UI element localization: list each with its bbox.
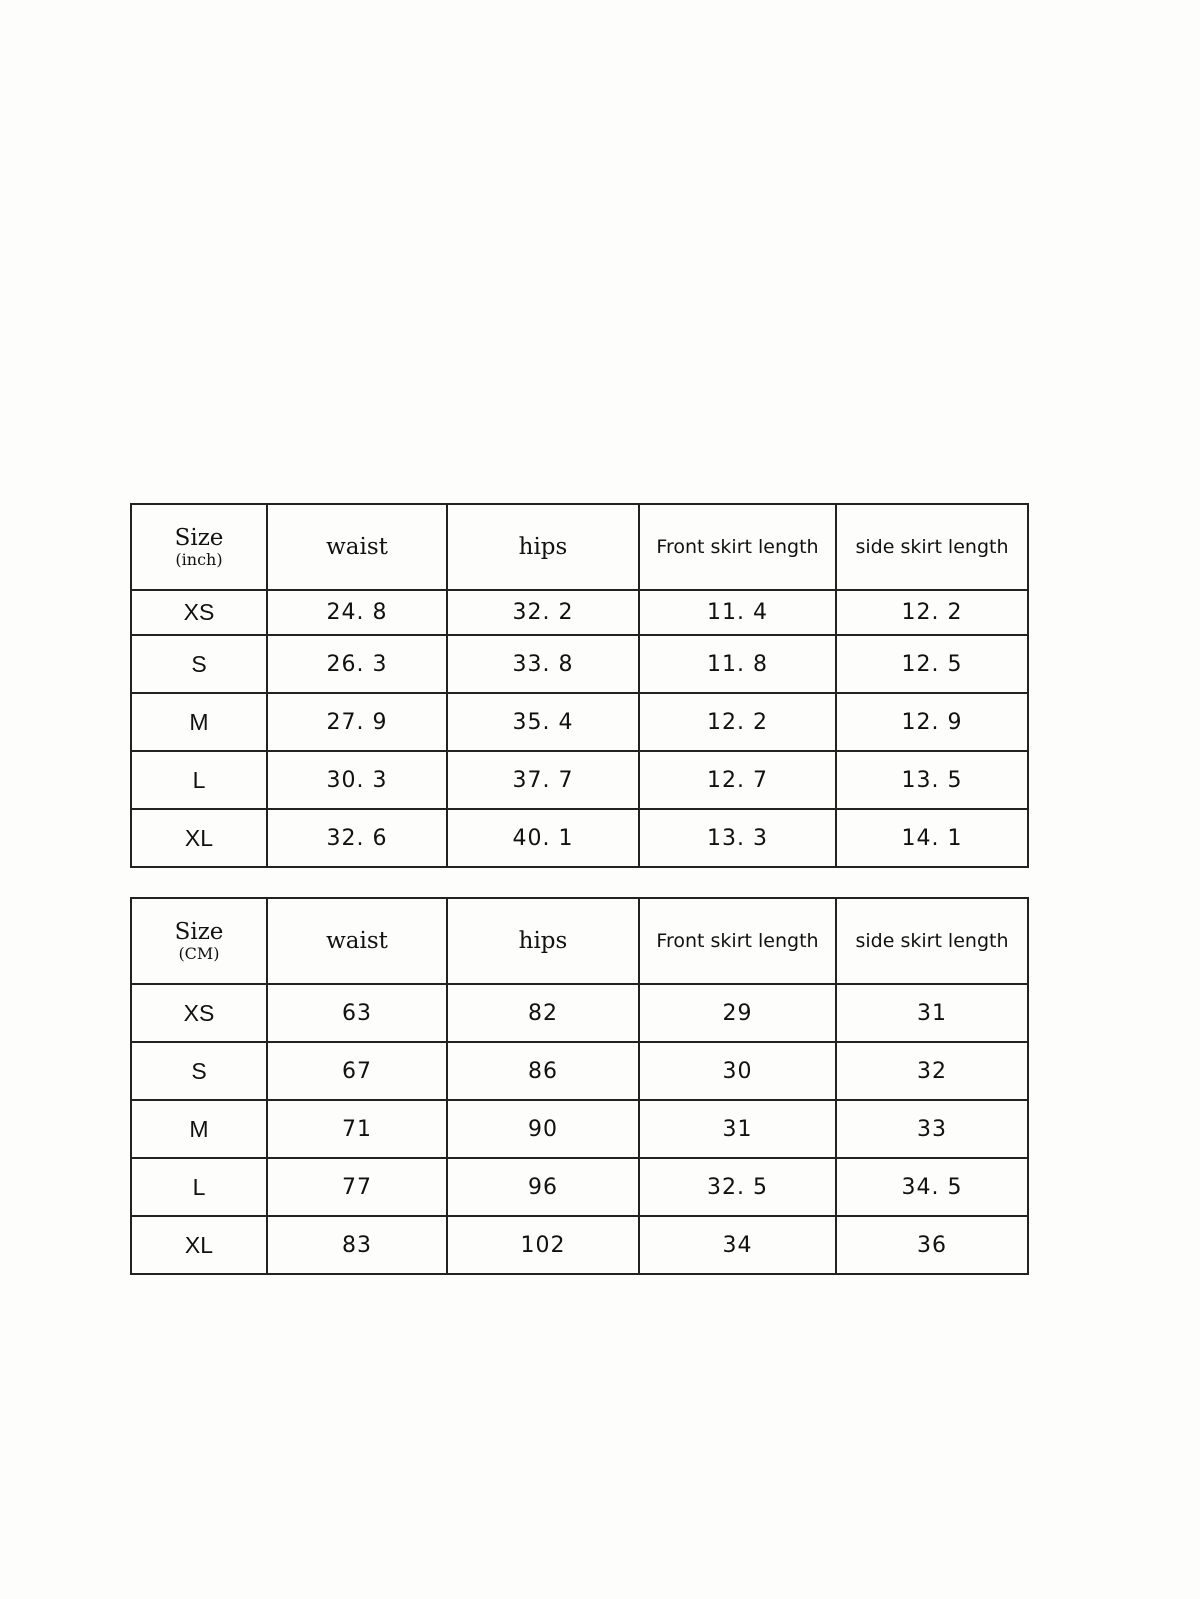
unit-label: (inch) <box>175 550 223 570</box>
value-cell: 71 <box>267 1100 447 1158</box>
value-cell: 36 <box>836 1216 1028 1274</box>
value-cell: 83 <box>267 1216 447 1274</box>
value-cell: 30 <box>639 1042 836 1100</box>
value-cell: 35. 4 <box>447 693 639 751</box>
table-row <box>131 1042 1028 1100</box>
value-cell: 14. 1 <box>836 809 1028 867</box>
value-cell: 30. 3 <box>267 751 447 809</box>
table-row <box>131 984 1028 1042</box>
size-cell: S <box>131 635 267 693</box>
size-chart-cm-table <box>130 897 1029 1275</box>
unit-label: (CM) <box>178 944 220 964</box>
value-cell: 32 <box>836 1042 1028 1100</box>
size-cell: XS <box>131 984 267 1042</box>
value-cell: 24. 8 <box>267 590 447 635</box>
size-header-cell <box>131 898 267 984</box>
value-cell: 102 <box>447 1216 639 1274</box>
size-cell: XL <box>131 1216 267 1274</box>
column-header-hips: hips <box>447 504 639 590</box>
column-header-side-skirt-length: side skirt length <box>836 504 1028 590</box>
size-cell: S <box>131 1042 267 1100</box>
value-cell: 27. 9 <box>267 693 447 751</box>
value-cell: 12. 2 <box>836 590 1028 635</box>
table-row <box>131 809 1028 867</box>
value-cell: 11. 4 <box>639 590 836 635</box>
value-cell: 34. 5 <box>836 1158 1028 1216</box>
column-header-hips: hips <box>447 898 639 984</box>
table-row <box>131 635 1028 693</box>
value-cell: 32. 6 <box>267 809 447 867</box>
size-cell: L <box>131 1158 267 1216</box>
value-cell: 12. 7 <box>639 751 836 809</box>
table-header-row <box>131 504 1028 590</box>
value-cell: 34 <box>639 1216 836 1274</box>
size-header-cell <box>131 504 267 590</box>
table-row <box>131 590 1028 635</box>
value-cell: 29 <box>639 984 836 1042</box>
value-cell: 63 <box>267 984 447 1042</box>
size-cell: M <box>131 693 267 751</box>
value-cell: 12. 9 <box>836 693 1028 751</box>
size-cell: L <box>131 751 267 809</box>
size-header-label: Size <box>174 918 224 945</box>
column-header-side-skirt-length: side skirt length <box>836 898 1028 984</box>
value-cell: 86 <box>447 1042 639 1100</box>
table-header-row <box>131 898 1028 984</box>
column-header-front-skirt-length: Front skirt length <box>639 898 836 984</box>
value-cell: 11. 8 <box>639 635 836 693</box>
value-cell: 26. 3 <box>267 635 447 693</box>
column-header-waist: waist <box>267 504 447 590</box>
column-header-front-skirt-length: Front skirt length <box>639 504 836 590</box>
size-cell: XL <box>131 809 267 867</box>
table-row <box>131 751 1028 809</box>
value-cell: 32. 5 <box>639 1158 836 1216</box>
value-cell: 12. 5 <box>836 635 1028 693</box>
value-cell: 67 <box>267 1042 447 1100</box>
size-header-label: Size <box>174 524 224 551</box>
value-cell: 90 <box>447 1100 639 1158</box>
value-cell: 33. 8 <box>447 635 639 693</box>
size-cell: M <box>131 1100 267 1158</box>
table-row <box>131 1100 1028 1158</box>
value-cell: 32. 2 <box>447 590 639 635</box>
value-cell: 82 <box>447 984 639 1042</box>
value-cell: 13. 3 <box>639 809 836 867</box>
value-cell: 77 <box>267 1158 447 1216</box>
size-chart-inch-table <box>130 503 1029 868</box>
value-cell: 12. 2 <box>639 693 836 751</box>
value-cell: 37. 7 <box>447 751 639 809</box>
table-row <box>131 1158 1028 1216</box>
table-row <box>131 1216 1028 1274</box>
column-header-waist: waist <box>267 898 447 984</box>
table-row <box>131 693 1028 751</box>
value-cell: 40. 1 <box>447 809 639 867</box>
value-cell: 33 <box>836 1100 1028 1158</box>
value-cell: 96 <box>447 1158 639 1216</box>
value-cell: 31 <box>639 1100 836 1158</box>
value-cell: 13. 5 <box>836 751 1028 809</box>
value-cell: 31 <box>836 984 1028 1042</box>
size-cell: XS <box>131 590 267 635</box>
